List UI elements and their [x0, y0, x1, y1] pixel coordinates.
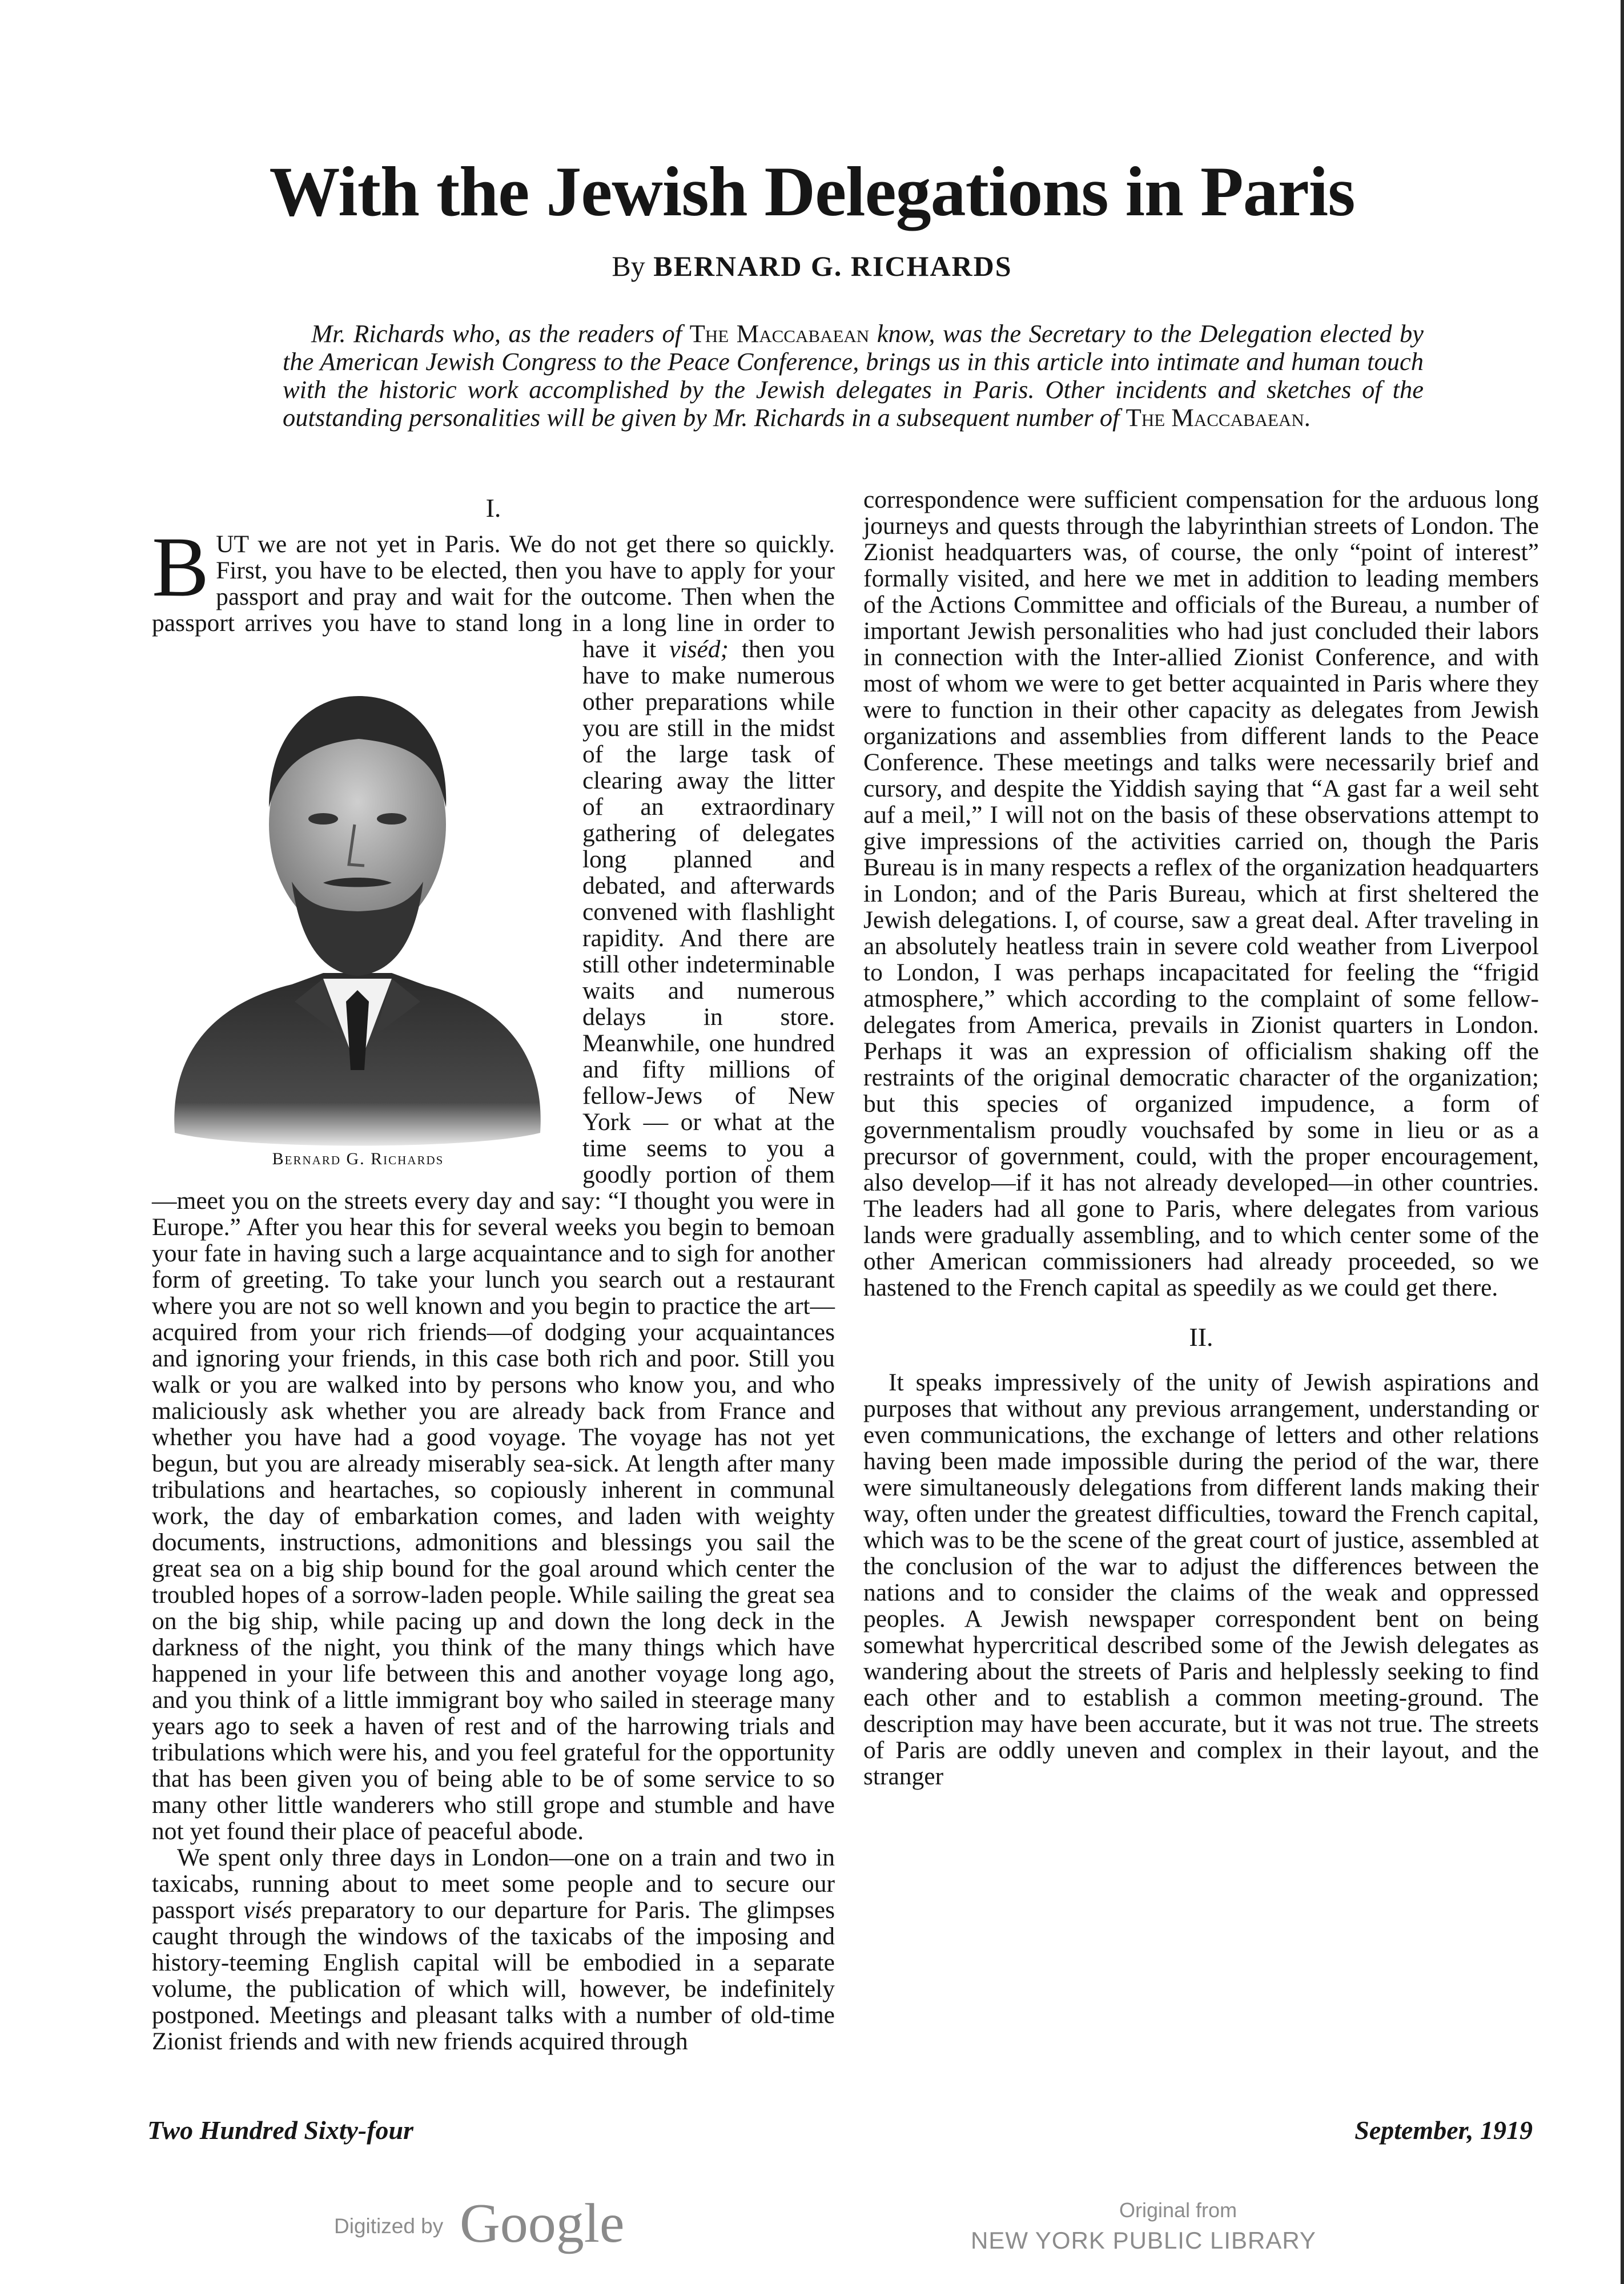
paragraph	[152, 1844, 835, 2054]
paragraph-text: UT we are not yet in Paris. We do not get there so quickly. First, you have to be elected, then you have to apply for your passport and pray and wait for the outcome. Then when the passport arrives you have to stand long in a long line in order to have it	[152, 530, 835, 663]
italic-word: visés	[243, 1896, 292, 1924]
editor-intro	[283, 320, 1424, 432]
section-heading: I.	[485, 493, 501, 522]
byline	[0, 249, 1624, 283]
left-column	[152, 491, 835, 2054]
intro-text: Mr. Richards who, as the readers of	[311, 319, 682, 348]
author-portrait	[152, 636, 564, 1181]
paragraph-continued: correspondence were sufficient compensation for the arduous long journeys and quests through the labyrinthian streets of London. The Zionist headquarters was, of course, the only “point of interest” formally visited, and here we met in addition to leading members of the Actions Committee and officials of the Bureau, a number of important Jewish personalities who had just concluded their labors in connection with the Inter-allied Zionist Conference, and with most of whom we were to get better acquainted in Paris where they were to function in their other capacity as delegates from Jewish organizations and assemblies from different lands to the Peace Conference. These meetings and talks were necessarily brief and cursory, and despite the Yiddish saying that “A gast far a weil seht auf a meil,” I will not on the basis of these observations attempt to give impressions of the activities carried on, though the Paris Bureau is in many respects a reflex of the organization headquarters in London; and of the Paris Bureau, which at first sheltered the Jewish delegations. I, of course, saw a great deal. After traveling in an absolutely heatless train in severe cold weather from Liverpool to London, I was perhaps incapacitated for feeling the “frigid atmosphere,” which according to the complaint of some fellow-delegates from America, prevails in Zionist quarters in London. Perhaps it was an expression of officialism shaking off the restraints of the original democratic character of the organization; but this species of organized impudence, a form of governmentalism proudly vouchsafed by some in lieu or as a precursor of government, could, with the proper encouragement, also develop—if it has not already developed—in other countries. The leaders had all gone to Paris, where delegates from various lands were gradually assembling, and to which center some of the other American commissioners had already proceeded, so we hastened to the French capital as speedily as we could get there.	[863, 486, 1539, 1301]
magazine-name: The Maccabaean	[689, 319, 870, 348]
magazine-name: The Maccabaean.	[1125, 403, 1311, 432]
right-column	[863, 486, 1539, 1790]
issue-date: September, 1919	[1354, 2116, 1533, 2145]
digitized-label: Digitized by	[334, 2214, 444, 2238]
byline-prefix: By	[612, 250, 645, 282]
portrait-image	[152, 636, 564, 1181]
intro-text: know, was the Secretary to the Delegation elected by the American Jewish Congress to the Peace Conference, brings us in this article into intimate and human touch with the historic work accomplished by the Jewish delegates in Paris. Other incidents and sketches of the outstanding personalities will be given by Mr. Richards in a subsequent number of	[283, 319, 1424, 432]
author-name: BERNARD G. RICHARDS	[653, 250, 1012, 282]
paragraph-text: We spent only three days in London—one on a train and two in taxicabs, running about to meet some people and to secure our passport	[152, 1844, 835, 1924]
google-logo: Google	[460, 2193, 625, 2254]
paragraph	[152, 520, 835, 1845]
paragraph-text: preparatory to our departure for Paris. The glimpses caught through the windows of the taxicabs of the imposing and history-teeming English capital will be embodied in a separate volume, the publication of which will, however, be indefinitely postponed. Meetings and pleasant talks with a number of old-time Zionist friends and with new friends acquired through	[152, 1896, 835, 2055]
italic-word: viséd;	[669, 636, 729, 663]
drop-cap: B	[152, 520, 210, 614]
library-name: NEW YORK PUBLIC LIBRARY	[971, 2227, 1316, 2254]
original-from-label: Original from	[1119, 2198, 1237, 2222]
section-heading: II.	[1189, 1322, 1213, 1352]
page-edge-shadow	[1621, 0, 1624, 2284]
paragraph: It speaks impressively of the unity of Jewish aspirations and purposes that without any previous arrangement, understanding or even communications, the exchange of letters and other relations having been made impossible during the period of the war, there were simultaneously delegations from different lands making their way, often under the greatest difficulties, toward the French capital, which was to be the scene of the great court of justice, assembled at the conclusion of the war to adjust the differences between the nations and to consider the claims of the weak and oppressed peoples. A Jewish newspaper correspondent bent on being somewhat hypercritical described some of the Jewish delegates as wandering about the streets of Paris and helplessly seeking to find each other and to establish a common meeting-ground. The description may have been accurate, but it was not true. The streets of Paris are oddly uneven and complex in their layout, and the stranger	[863, 1369, 1539, 1790]
page-number: Two Hundred Sixty-four	[147, 2116, 414, 2145]
paragraph-text: then you have to make numerous other preparations while you are still in the midst of the large task of clearing away the litter of an extraordinary gathering of delegates long planned and debated, and afterwards convened with flashlight rapidity. And there are still other indeterminable waits and numerous delays in store. Meanwhile, one hundred and fifty millions of fellow-Jews of New York — or what at the time seems to you a goodly portion of them—meet you on the streets every day and say: “I thought you were in Europe.” After you hear this for several weeks you begin to bemoan your fate in having such a large acquaintance and to sigh for another form of greeting. To take your lunch you search out a restaurant where you are not so well known and you begin to practice the art—acquired from your rich friends—of dodging your acquaintances and ignoring your friends, in this case both rich and poor. Still you walk or you are walked into by persons who know you, and who maliciously ask whether you are already back from France and whether you have had a good voyage. The voyage has not yet begun, but you are already miserably sea-sick. At length after many tribulations and heartaches, so copiously inherent in communal work, the day of embarkation comes, and laden with weighty documents, instructions, admonitions and blessings you sail the great sea on a big ship bound for the goal around which center the troubled hopes of a sorrow-laden people. While sailing the great sea on the big ship, while pacing up and down the long deck in the darkness of the night, you think of the many things which have happened in your life between this and another voyage long ago, and you think of a little immigrant boy who sailed in steerage many years ago to seek a haven of rest and of the harrowing trials and tribulations which were his, and you feel grateful for the opportunity that has been given you of being able to be of some service to so many other little wanderers who still grope and stumble and have not yet found their place of peaceful abode.	[152, 636, 835, 1845]
article-title: With the Jewish Delegations in Paris	[269, 152, 1355, 231]
photo-caption: Bernard G. Richards	[272, 1149, 444, 1168]
